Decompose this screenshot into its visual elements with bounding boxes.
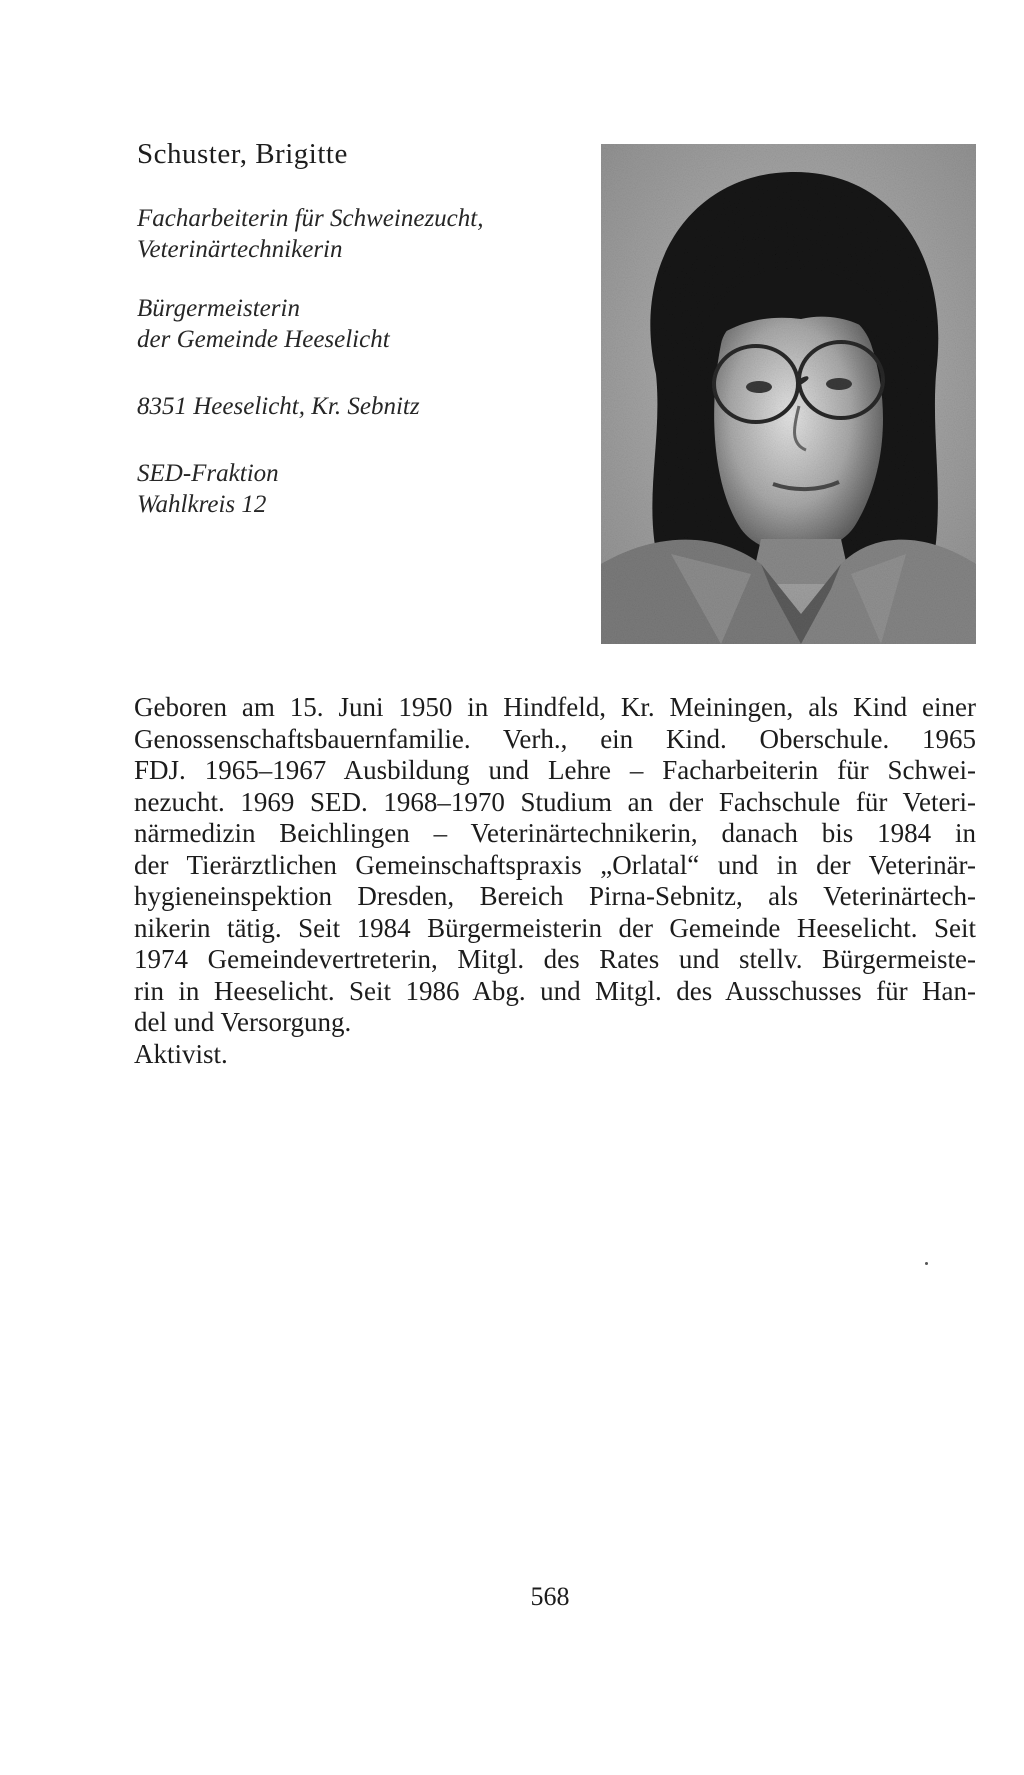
biography-line: Genossenschaftsbauernfamilie. Verh., ein Kind. Oberschule. 1965	[134, 723, 976, 754]
office-line: der Gemeinde Heeselicht	[137, 326, 390, 353]
biography-line: Aktivist.	[134, 1038, 228, 1069]
constituency: Wahlkreis 12	[137, 491, 267, 518]
biography-line: rin in Heeselicht. Seit 1986 Abg. und Mitgl. des Ausschusses für Han-	[134, 975, 976, 1006]
address	[137, 391, 420, 422]
entry-name: Schuster, Brigitte	[137, 138, 348, 170]
occupation	[137, 203, 483, 265]
biography-line: nikerin tätig. Seit 1984 Bürgermeisterin der Gemeinde Heeselicht. Seit	[134, 912, 976, 943]
occupation-line: Facharbeiterin für Schweinezucht,	[137, 205, 484, 232]
print-speck	[925, 1262, 928, 1265]
office	[137, 293, 390, 355]
biography-line: del und Versorgung.	[134, 1007, 352, 1037]
faction-block	[137, 458, 279, 520]
address-line: 8351 Heeselicht, Kr. Sebnitz	[137, 393, 420, 420]
biography-line: 1974 Gemeindevertreterin, Mitgl. des Rates und stellv. Bürgermeiste-	[134, 944, 976, 974]
biography-line: Geboren am 15. Juni 1950 in Hindfeld, Kr. Meiningen, als Kind einer	[134, 692, 976, 722]
biography-line: hygieneinspektion Dresden, Bereich Pirna-Sebnitz, als Veterinärtech-	[134, 881, 976, 911]
biography-line: närmedizin Beichlingen – Veterinärtechnikerin, danach bis 1984 in	[134, 818, 976, 848]
portrait-photo-drawing	[601, 144, 976, 644]
portrait-photo	[601, 144, 976, 644]
biography-line: der Tierärztlichen Gemeinschaftspraxis „Orlatal“ und in der Veterinär-	[134, 849, 976, 880]
biography-line: nezucht. 1969 SED. 1968–1970 Studium an der Fachschule für Veteri-	[134, 786, 976, 817]
biography	[134, 692, 976, 1070]
occupation-line: Veterinärtechnikerin	[137, 236, 343, 263]
office-line: Bürgermeisterin	[137, 295, 300, 322]
biography-line: FDJ. 1965–1967 Ausbildung und Lehre – Facharbeiterin für Schwei-	[134, 755, 976, 785]
page-number: 568	[530, 1582, 570, 1611]
faction: SED-Fraktion	[137, 460, 279, 487]
